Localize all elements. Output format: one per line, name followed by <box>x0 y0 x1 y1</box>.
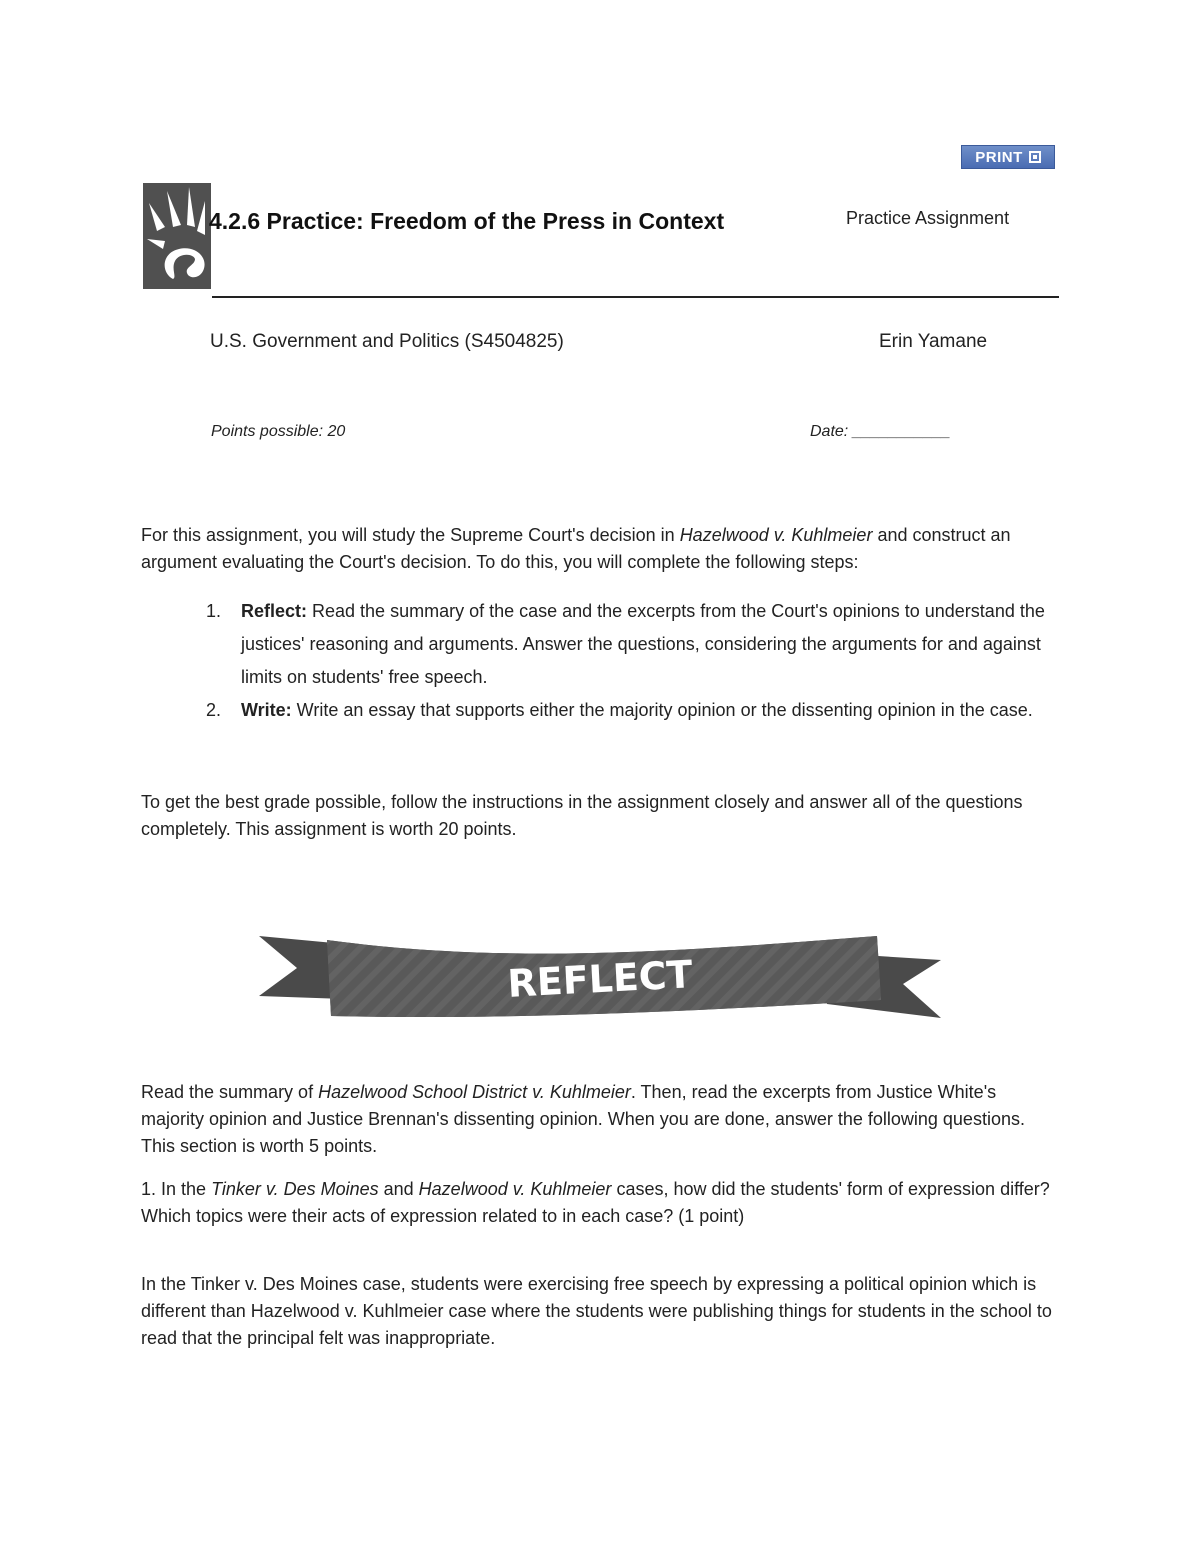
reflect-banner <box>255 930 945 1022</box>
case-name: Hazelwood v. Kuhlmeier <box>679 525 873 545</box>
list-item: 1. Reflect: Read the summary of the case and the excerpts from the Court's opinions to understand the justices' reasoning and arguments. Answer the questions, considering the arguments for and against limits on students' free speech. <box>206 601 1045 687</box>
steps-list <box>206 595 1066 727</box>
assignment-type: Practice Assignment <box>846 208 1010 228</box>
school-logo <box>143 183 211 289</box>
intro-paragraph: For this assignment, you will study the Supreme Court's decision in Hazelwood v. Kuhlmeier and construct an argument evaluating the Court's decision. To do this, you will complete the following steps: <box>141 525 1011 572</box>
date-field: Date: ___________ <box>810 423 951 440</box>
print-label: PRINT <box>975 148 1023 166</box>
question-1: 1. In the Tinker v. Des Moines and Hazelwood v. Kuhlmeier cases, how did the students' form of expression differ? Which topics were their acts of expression related to in each case? (1 point) <box>141 1179 1050 1226</box>
case-name: Hazelwood School District v. Kuhlmeier <box>318 1082 631 1102</box>
answer-1: In the Tinker v. Des Moines case, students were exercising free speech by expressing a political opinion which is different than Hazelwood v. Kuhlmeier case where the students were publishing things for students in the school to read that the principal felt was inappropriate. <box>141 1274 1052 1348</box>
page-title: 4.2.6 Practice: Freedom of the Press in Context <box>209 208 725 234</box>
grading-note: To get the best grade possible, follow the instructions in the assignment closely and answer all of the questions completely. This assignment is worth 20 points. <box>141 792 1023 839</box>
banner-label: REFLECT <box>506 952 694 1006</box>
points-possible: Points possible: 20 <box>211 423 346 440</box>
reflect-instructions: Read the summary of Hazelwood School District v. Kuhlmeier. Then, read the excerpts from Justice White's majority opinion and Justice Brennan's dissenting opinion. When you are done, answer the following questions. This section is worth 5 points. <box>141 1082 1025 1156</box>
title-divider <box>212 296 1059 298</box>
list-item: 2. Write: Write an essay that supports either the majority opinion or the dissenting opinion in the case. <box>206 700 1033 720</box>
student-name: Erin Yamane <box>879 331 988 352</box>
print-button[interactable] <box>961 145 1055 169</box>
course-name: U.S. Government and Politics (S4504825) <box>210 331 564 352</box>
print-icon <box>1029 151 1041 163</box>
